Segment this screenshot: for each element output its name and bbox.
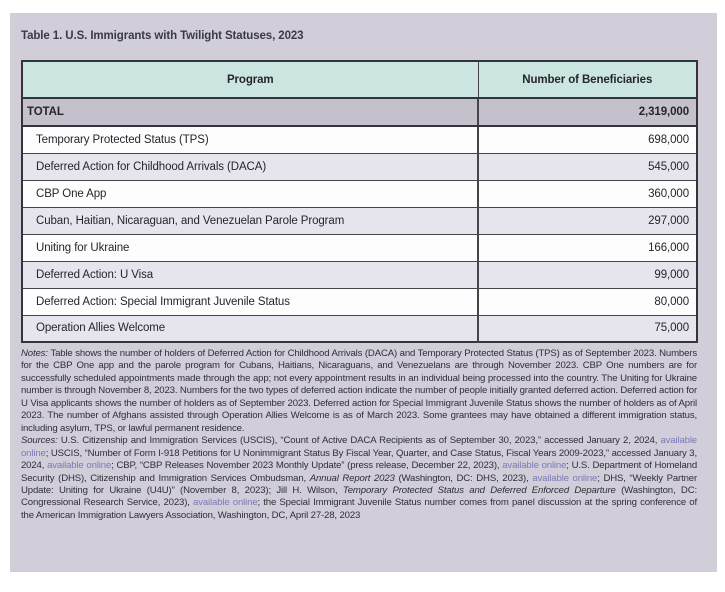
text-segment: U.S. Citizenship and Immigration Services (USCIS), “Count of Active DACA Recipients as of September 30, 2023,” accessed January 2, 2024, — [60, 435, 661, 447]
beneficiaries-cell: 698,000 — [478, 126, 697, 153]
italic-text-segment: Annual Report 2023 — [309, 472, 399, 484]
total-label: TOTAL — [22, 98, 478, 126]
italic-text-segment: Temporary Protected Status and Deferred Enforced Departure — [342, 484, 622, 496]
available-online-link[interactable]: available online — [21, 435, 697, 459]
table-title: Table 1. U.S. Immigrants with Twilight Statuses, 2023 — [21, 30, 304, 42]
text-segment: ; the Special Immigrant Juvenile Status number comes from panel discussion at the spring conference of the American Immigration Lawyers Association, Washington, DC, April 27-28, 2023 — [21, 497, 697, 521]
table-row — [22, 207, 697, 234]
sources-paragraph — [21, 435, 697, 522]
text-segment: (Washington, DC: Congressional Research Service, 2023), — [21, 484, 697, 509]
table-panel — [10, 13, 717, 572]
beneficiaries-cell: 297,000 — [478, 207, 697, 234]
table-row — [22, 126, 697, 153]
italic-text-segment: Notes: — [21, 348, 51, 359]
table-row — [22, 261, 697, 288]
beneficiaries-cell: 545,000 — [478, 153, 697, 180]
table-row — [22, 153, 697, 180]
immigrant-statuses-table — [21, 60, 698, 343]
text-segment: ; DHS, “Weekly Partner Update: Uniting for Ukraine (U4U)” (November 8, 2023); Jill H. Wilson, — [21, 472, 697, 496]
available-online-link[interactable]: available online — [193, 497, 258, 509]
program-cell: Deferred Action: U Visa — [22, 261, 478, 288]
text-segment: Table shows the number of holders of Deferred Action for Childhood Arrivals (DACA) and Temporary Protected Status (TPS) as of September 2023. Numbers for the CBP One app and the parole program for Cubans, Haitians, Nicaraguans, and Venezuelans are through November 2023. CBP One numbers are for successfully scheduled appointments made through the app; not every appointment results in an individual being processed into the country. The Uniting for Ukraine number is through November 8, 2023. Numbers for the two types of deferred action indicate the number of people initially granted deferred action. Deferred action for U Visa applicants shows the number of holders as of September 2023. Deferred action for Special Immigrant Juvenile Status shows the number of holders as of April 2023. The number of Afghans assisted through Operation Allies Welcome is as of March 2023. Some grantees may have obtained a different immigration status, including asylum, TPS, or lawful permanent residence. — [21, 348, 697, 434]
program-cell: CBP One App — [22, 180, 478, 207]
header-row — [22, 61, 697, 98]
column-header-program: Program — [22, 61, 478, 98]
notes-paragraph — [21, 348, 697, 435]
program-cell: Deferred Action for Childhood Arrivals (DACA) — [22, 153, 478, 180]
text-segment: ; USCIS, “Number of Form I-918 Petitions for U Nonimmigrant Status By Fiscal Year, Quarter, and Case Status, Fiscal Years 2009-2023,” accessed January 3, 2024, — [21, 447, 697, 472]
beneficiaries-cell: 75,000 — [478, 315, 697, 342]
total-value: 2,319,000 — [478, 98, 697, 126]
program-cell: Temporary Protected Status (TPS) — [22, 126, 478, 153]
available-online-link[interactable]: available online — [502, 460, 567, 472]
beneficiaries-cell: 166,000 — [478, 234, 697, 261]
column-header-beneficiaries: Number of Beneficiaries — [478, 61, 697, 98]
program-cell: Deferred Action: Special Immigrant Juvenile Status — [22, 288, 478, 315]
total-row — [22, 98, 697, 126]
beneficiaries-cell: 360,000 — [478, 180, 697, 207]
table-row — [22, 315, 697, 342]
footnotes-block — [21, 348, 697, 522]
italic-text-segment: Sources: — [21, 435, 61, 447]
program-cell: Cuban, Haitian, Nicaraguan, and Venezuelan Parole Program — [22, 207, 478, 234]
available-online-link[interactable]: available online — [47, 460, 112, 472]
beneficiaries-cell: 99,000 — [478, 261, 697, 288]
table-row — [22, 180, 697, 207]
program-cell: Uniting for Ukraine — [22, 234, 478, 261]
text-segment: (Washington, DC: DHS, 2023), — [398, 472, 533, 484]
available-online-link[interactable]: available online — [532, 472, 598, 484]
text-segment: ; CBP, “CBP Releases November 2023 Monthly Update” (press release, December 22, 2023), — [111, 460, 503, 472]
table-body — [22, 126, 697, 342]
program-cell: Operation Allies Welcome — [22, 315, 478, 342]
table-row — [22, 234, 697, 261]
beneficiaries-cell: 80,000 — [478, 288, 697, 315]
table-row — [22, 288, 697, 315]
table-header — [22, 61, 697, 126]
text-segment: ; U.S. Department of Homeland Security (DHS), Citizenship and Immigration Services Ombudsman, — [21, 460, 698, 484]
